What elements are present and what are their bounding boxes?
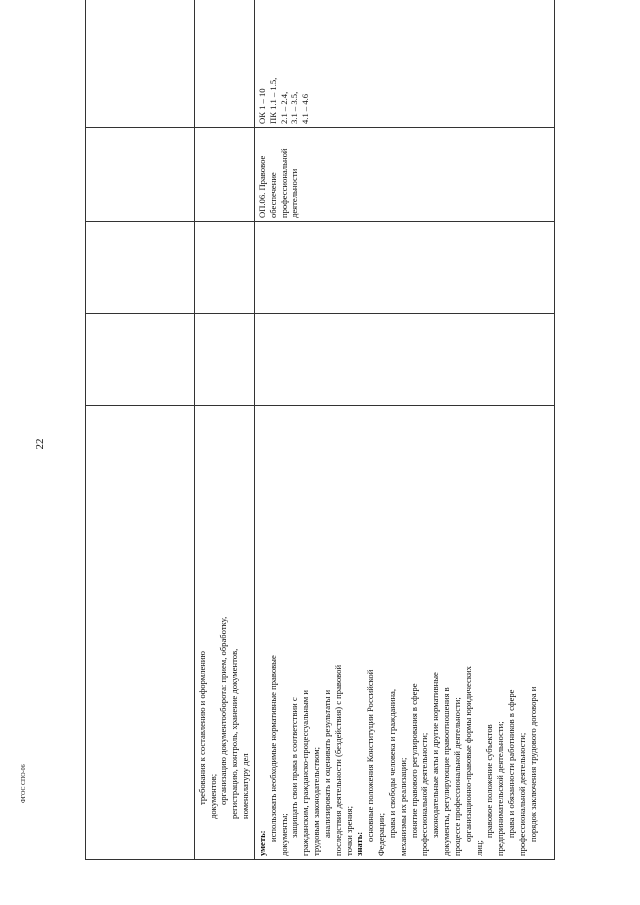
text-line: Федерации; [376,813,387,856]
text-line: лиц; [473,840,484,856]
text-line: 3.1 – 3.5, [289,91,300,124]
page-number: 22 [34,438,46,450]
cell-top-c [86,222,195,314]
text-line: понятие правового регулирования в сфере [408,683,419,838]
text-line: ПК 1.1 – 1.5, [267,77,278,124]
text-line: процессе профессиональной деятельности; [451,697,462,856]
cell-mid-b [194,314,254,406]
text-line: обеспечение [267,172,278,218]
text-line: права и обязанности работников в сфере [506,689,516,838]
text-line: документов; [207,773,218,819]
footer-code: ФГОС СПО-06 [21,764,27,803]
text-line: основные положения Конституции Российской [365,669,376,842]
cell-mid-d [194,128,254,222]
text-line: последствия деятельности (бездействия) с правовой [332,664,343,856]
text-line: использовать необходимые нормативные правовые [267,655,278,842]
umet-heading: уметь: [256,830,267,856]
cell-mid-e [194,0,254,128]
cell-mid-c [194,222,254,314]
text-line: деятельности [289,168,300,218]
text-line: 2.1 – 2.4, [278,91,289,124]
table [85,0,555,860]
text-line: анализировать и оценивать результаты и [321,689,332,838]
cell-discipline [254,128,554,222]
text-line: организацию документооборота: прием, обработку, [218,616,229,805]
cell-continuation-text [194,406,254,860]
cell-top-b [86,314,195,406]
text-line: профессиональной деятельности; [419,732,430,856]
text-line: механизмы их реализации; [397,757,408,856]
text-line: регистрацию, контроль, хранение документов, [229,648,240,819]
cell-top-e [86,0,195,128]
cell-requirements [254,406,554,860]
text-line: предпринимательской деятельности; [495,721,506,856]
cell-top-d [86,128,195,222]
text-line: документы; [278,813,289,856]
competency-table [85,30,555,860]
znat-heading: знать: [354,831,365,856]
text-line: 4.1 – 4.6 [300,93,311,124]
text-line: документы, регулирующие правоотношения в [441,687,452,856]
cell-competencies [254,0,554,128]
cell-main-c [254,222,554,314]
text-line: профессиональной деятельности; [516,732,527,856]
text-line: ОК 1 – 10 [256,88,267,124]
text-line: правовое положение субъектов [484,724,495,838]
text-line: организационно-правовые формы юридических [462,666,473,842]
cell-main-b [254,314,554,406]
text-line: законодательные акты и другие нормативные [430,672,441,838]
text-line: защищать свои права в соответствии с [289,697,300,838]
table-row-continuation [194,0,254,860]
text-line: номенклатуру дел [240,753,251,819]
text-line: гражданским, гражданско-процессуальным и [300,690,311,856]
cell-top-a [86,406,195,860]
text-line: точки зрения; [343,805,354,856]
text-line: права и свободы человека и гражданина, [386,688,397,838]
table-row-top [86,0,195,860]
text-line: требования к составлению и оформлению [196,651,207,805]
table-row-main [254,0,554,860]
text-line: трудовым законодательством; [311,746,322,856]
text-line: порядок заключения трудового договора и [527,686,538,842]
text-line: профессиональной [278,148,289,218]
text-line: ОП.06. Правовое [256,155,267,218]
